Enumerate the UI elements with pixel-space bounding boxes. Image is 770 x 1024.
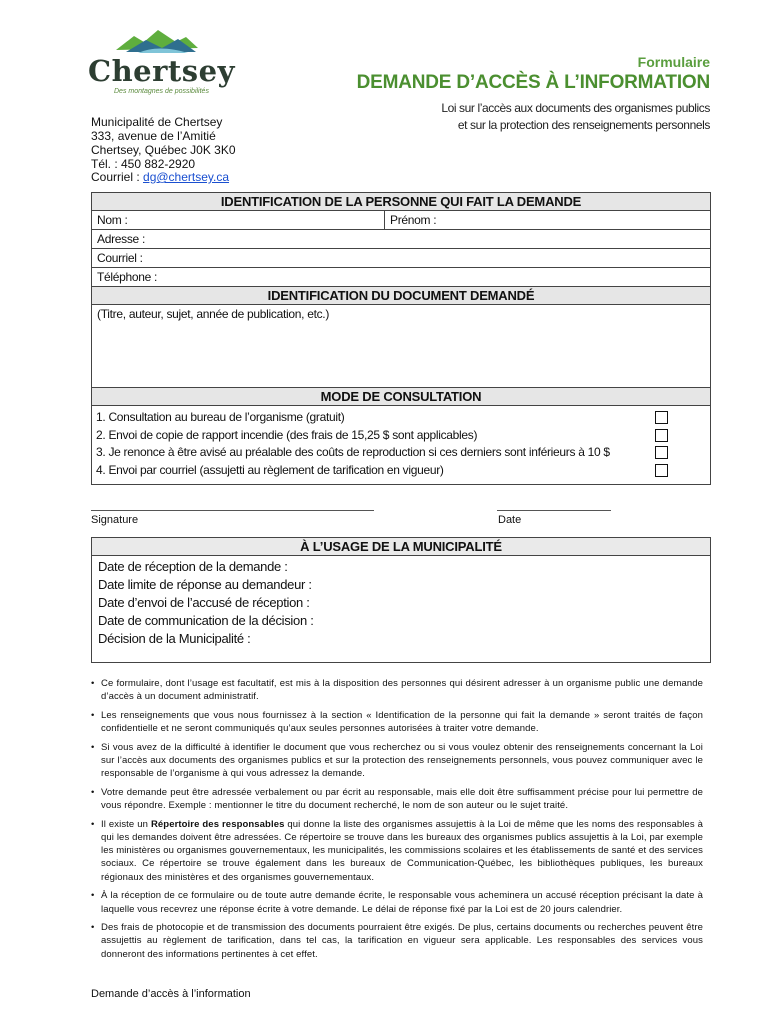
usage-row-decision: Décision de la Municipalité : <box>98 631 251 646</box>
request-form <box>91 192 711 485</box>
form-title: DEMANDE D’ACCÈS À L’INFORMATION <box>356 72 710 93</box>
courriel-label: Courriel : <box>97 251 143 265</box>
option-checkbox[interactable] <box>655 429 668 442</box>
email-label: Courriel : <box>91 170 144 184</box>
option-label: 3. Je renonce à être avisé au préalable des coûts de reproduction si ces derniers sont inférieurs à 10 $ <box>96 445 610 459</box>
signature-label: Signature <box>91 514 139 526</box>
adresse-label: Adresse : <box>97 232 145 246</box>
email-link[interactable]: dg@chertsey.ca <box>143 170 230 184</box>
consultation-option[interactable] <box>96 409 710 427</box>
usage-row-acknowledgement: Date d’envoi de l’accusé de réception : <box>98 595 310 610</box>
prenom-field[interactable] <box>384 211 436 229</box>
usage-row-deadline: Date limite de réponse au demandeur : <box>98 577 312 592</box>
courriel-field[interactable] <box>92 249 710 268</box>
municipal-use-box <box>91 537 711 663</box>
note-bold-text: Répertoire des responsables <box>150 818 285 830</box>
document-description-field[interactable] <box>92 305 710 388</box>
logo-tagline: Des montagnes de possibilités <box>114 88 209 95</box>
consultation-option[interactable] <box>96 462 710 480</box>
option-checkbox[interactable] <box>655 464 668 477</box>
municipality-logo <box>88 28 235 98</box>
form-kicker: Formulaire <box>637 54 710 70</box>
address-email-line <box>91 170 229 185</box>
option-checkbox[interactable] <box>655 446 668 459</box>
consultation-section-title: MODE DE CONSULTATION <box>92 388 710 406</box>
name-row[interactable] <box>92 211 710 230</box>
note-item: • Ce formulaire, dont l’usage est facultatif, est mis à la disposition des personnes qui désirent adresser à un organisme public une demande d’accès à un document administratif. <box>101 677 703 703</box>
consultation-option[interactable] <box>96 444 710 462</box>
address-line-2: 333, avenue de l’Amitié <box>91 129 216 143</box>
consultation-options <box>92 406 710 483</box>
adresse-field[interactable] <box>92 230 710 249</box>
prenom-label: Prénom : <box>390 213 437 227</box>
usage-section-title: À L’USAGE DE LA MUNICIPALITÉ <box>92 538 710 556</box>
note-item: • Les renseignements que vous nous fournissez à la section « Identification de la personne qui fait la demande » seront traités de façon confidentielle et ne seront communiqués qu’aux seules personnes autorisées à traiter votre demande. <box>101 709 703 735</box>
address-line-1: Municipalité de Chertsey <box>91 115 223 129</box>
address-phone: Tél. : 450 882-2920 <box>91 157 196 171</box>
option-label: 4. Envoi par courriel (assujetti au règlement de tarification en vigueur) <box>96 462 444 477</box>
note-item <box>101 818 703 884</box>
date-label: Date <box>498 514 522 526</box>
document-hint: (Titre, auteur, sujet, année de publication, etc.) <box>97 307 330 321</box>
law-title-line-2: et sur la protection des renseignements personnels <box>457 118 710 132</box>
address-line-3: Chertsey, Québec J0K 3K0 <box>91 143 236 157</box>
note-item: • Des frais de photocopie et de transmission des documents pourraient être exigés. De plus, certains documents ou recherches peuvent être assujettis au règlement de tarification, dans tel cas, la tarification en vigueur sera applicable. Les responsables des services vous donneront des informations pertinentes à cet effet. <box>101 921 703 961</box>
note-item: • Votre demande peut être adressée verbalement ou par écrit au responsable, mais elle doit être suffisamment précise pour lui permettre de vous répondre. Exemple : mentionner le titre du document recherché, le nom de son auteur ou le sujet traité. <box>101 786 703 812</box>
document-section-title: IDENTIFICATION DU DOCUMENT DEMANDÉ <box>92 287 710 305</box>
telephone-field[interactable] <box>92 268 710 287</box>
page-footer: Demande d’accès à l’information <box>91 988 251 1000</box>
notes-list <box>91 677 703 966</box>
law-title-line-1: Loi sur l’accès aux documents des organismes publics <box>441 101 710 115</box>
usage-row-reception: Date de réception de la demande : <box>98 559 288 574</box>
option-checkbox[interactable] <box>655 411 668 424</box>
option-label: 1. Consultation au bureau de l’organisme (gratuit) <box>96 410 345 424</box>
telephone-label: Téléphone : <box>97 270 158 284</box>
nom-label: Nom : <box>97 213 128 227</box>
note-item: • À la réception de ce formulaire ou de toute autre demande écrite, le responsable vous acheminera un accusé réception précisant la date à laquelle vous recevrez une réponse écrite à votre demande. Le délai de réponse fixé par la Loi est de 20 jours calendrier. <box>101 889 703 915</box>
usage-row-communication: Date de communication de la décision : <box>98 613 314 628</box>
mountains-logo-icon <box>116 28 198 54</box>
logo-wordmark: Chertsey <box>88 54 235 88</box>
signature-line[interactable] <box>91 510 374 511</box>
note-item: • Si vous avez de la difficulté à identifier le document que vous recherchez ou si vous voulez obtenir des renseignements concernant la Loi sur l’accès aux documents des organismes publics et sur la protection des renseignements personnels, vous pouvez communiquer avec le responsable de l’organisme à qui vous adressez la demande. <box>101 741 703 781</box>
option-label: 2. Envoi de copie de rapport incendie (des frais de 15,25 $ sont applicables) <box>96 427 478 442</box>
consultation-option[interactable] <box>96 427 710 445</box>
note-text: qui donne la liste des organismes assujettis à la Loi de même que les noms des responsables à qui les demandes doivent être adressées. Ce répertoire se trouve dans les bureaux des organismes publics assujettis à la Loi, par exemple les ministères ou organismes gouvernementaux, les municipalités, les commissions scolaires et les établissements de santé et des services sociaux. Ce répertoire se trouve également dans les bureaux de Communication-Québec, les bibliothèques publiques, les bureaux régionaux des ministères et des organismes gouvernementaux. <box>101 818 703 883</box>
requester-section-title: IDENTIFICATION DE LA PERSONNE QUI FAIT LA DEMANDE <box>92 193 710 211</box>
note-text: Il existe un <box>101 818 151 830</box>
date-line[interactable] <box>497 510 611 511</box>
